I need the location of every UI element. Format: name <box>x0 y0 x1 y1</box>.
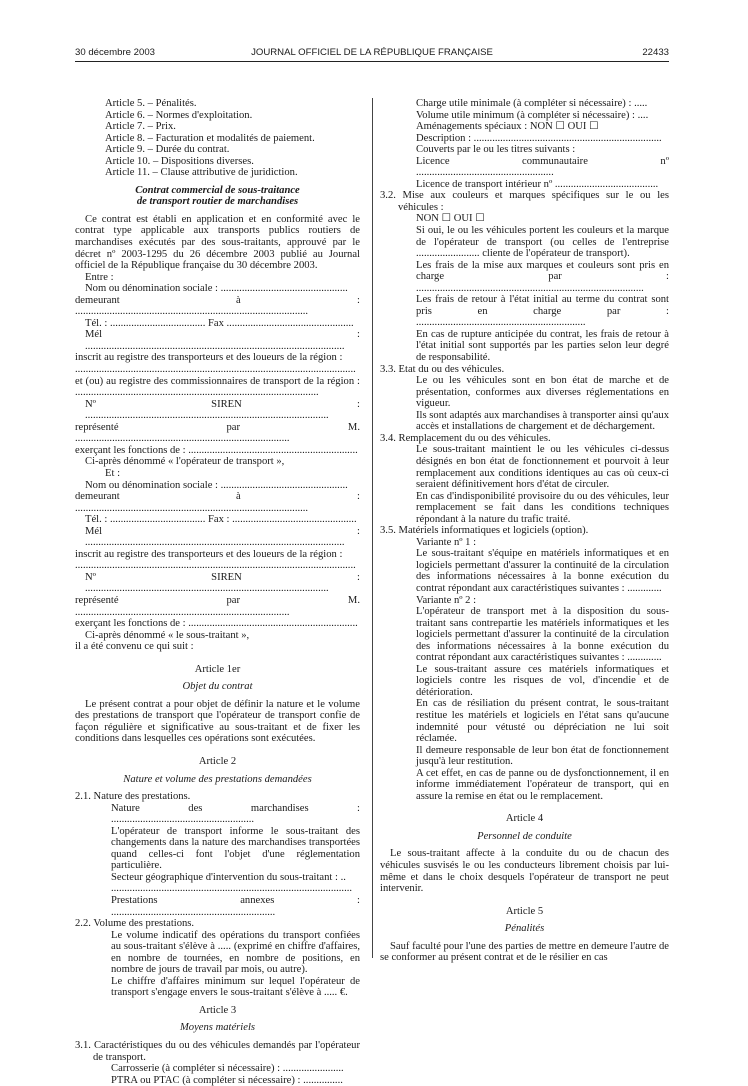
text-line: Ci-après dénommé « l'opérateur de transport », <box>85 456 285 468</box>
page-header <box>75 47 669 62</box>
text-line: Mél : .................................................................................................. <box>85 329 360 352</box>
text-line: 3.3. Etat du ou des véhicules. <box>380 363 505 375</box>
text-line: Sauf faculté pour l'une des parties de mettre en demeure l'autre de se conformer au présent contrat et de le résilier en cas <box>380 940 669 964</box>
text-line: Tél. : .................................... Fax ................................................ <box>85 317 354 329</box>
text-line: Article 5. – Pénalités. <box>105 98 197 109</box>
text-line: Article 9. – Durée du contrat. <box>105 144 230 156</box>
text-line: Nature des marchandises : ...................................................... <box>111 802 360 826</box>
column-divider <box>372 98 373 958</box>
section-heading: Article 1er <box>194 663 241 675</box>
section-heading: Article 2 <box>198 755 237 767</box>
text-line: En cas d'indisponibilité provisoire du ou des véhicules, leur remplacement se fait dans les conditions techniques répondant à la nature du trafic traité. <box>416 490 669 525</box>
text-line: Les frais de la mise aux marques et couleurs sont pris en charge par : ...................................................................................... <box>416 259 669 294</box>
text-line: 2.2. Volume des prestations. <box>75 918 195 930</box>
text-line: Il demeure responsable de leur bon état de fonctionnement jusqu'à leur restitution. <box>416 744 669 768</box>
text-line: de transport routier de marchandises <box>136 196 299 208</box>
text-line: NON ☐ OUI ☐ <box>416 213 485 225</box>
spacer <box>380 802 669 813</box>
text-line: exerçant les fonctions de : ................................................................ <box>75 618 358 630</box>
text-line: Entre : <box>85 271 114 283</box>
left-column <box>75 98 360 1086</box>
text-line: Nº SIREN : ............................................................................................ <box>85 571 360 595</box>
text-line: Ils sont adaptés aux marchandises à transporter ainsi qu'aux accès et installations de chargement et de déchargement. <box>416 409 669 433</box>
text-line: Aménagements spéciaux : NON ☐ OUI ☐ <box>416 121 599 133</box>
section-heading: Nature et volume des prestations demandées <box>123 773 312 785</box>
text-line: Ce contrat est établi en application et en conformité avec le contrat type applicable aux transports publics routiers de marchandises exécutés par des sous-traitants, approuvé par le décret nº 2003-1295 du 26 décembre 2003 publié au Journal officiel de la République française du 30 décembre 2003. <box>75 213 360 272</box>
spacer <box>75 745 360 756</box>
spacer <box>75 653 360 664</box>
text-line: Le sous-traitant affecte à la conduite du ou de chacun des véhicules susvisés le ou les conducteurs librement choisis par lui-même et dans le choix desquels l'opérateur de transport ne peut intervenir. <box>380 848 669 895</box>
text-line: Nº SIREN : ............................................................................................ <box>85 398 360 422</box>
text-line: 3.1. Caractéristiques du ou des véhicules demandés par l'opérateur de transport. <box>75 1040 360 1063</box>
section-heading: Pénalités <box>504 923 545 935</box>
text-line: Le sous-traitant assure ces matériels informatiques et logiciels contre les risques de vol, d'incendie et de détérioration. <box>416 663 669 698</box>
text-line: Article 11. – Clause attributive de juridiction. <box>105 167 298 179</box>
section-heading: Article 5 <box>505 905 544 917</box>
text-line: Le sous-traitant s'équipe en matériels informatiques et en logiciels permettant d'assurer la continuité de la circulation des informations nécessaires à la bonne exécution du contrat répondant aux caractéristiques suivantes : ............. <box>416 548 669 594</box>
section-heading: Article 4 <box>505 813 544 825</box>
text-line: Les frais de retour à l'état initial au terme du contrat sont pris en charge par : ................................................................ <box>416 294 669 329</box>
section-heading: Article 3 <box>198 1004 237 1016</box>
text-line: 2.1. Nature des prestations. <box>75 791 191 803</box>
text-line: demeurant à : ........................................................................................ <box>75 491 360 514</box>
text-line: 3.4. Remplacement du ou des véhicules. <box>380 432 551 444</box>
text-line: Licence de transport intérieur nº ....................................... <box>416 178 659 190</box>
text-line: Article 7. – Prix. <box>105 121 176 133</box>
text-line: Variante nº 1 : <box>416 536 477 548</box>
text-line: Carrosserie (à compléter si nécessaire) : ....................... <box>111 1063 344 1075</box>
text-line: L'opérateur de transport met à la disposition du sous-traitant sans contrepartie les matériels informatiques et les logiciels permettant d'assurer la continuité de la circulation des informations nécessaires à la bonne exécution du contrat répondant aux caractéristiques suivantes : ............. <box>416 606 669 664</box>
text-line: A cet effet, en cas de panne ou de dysfonctionnement, il en informe immédiatement l'opérateur de transport, qui en assure la remise en état ou le remplacement. <box>416 767 669 802</box>
text-line: Le volume indicatif des opérations du transport confiées au sous-traitant s'élève à ..... (exprimé en chiffre d'affaires, en nombre de tournées, en nombre de positions, en nombre de jours de travail par mois, ou autre). <box>111 929 360 976</box>
header-page-number: 22433 <box>642 47 669 58</box>
text-line: Si oui, le ou les véhicules portent les couleurs et la marque de l'opérateur de transport (ou celles de l'entreprise ........................ cliente de l'opérateur de transport). <box>416 225 669 260</box>
text-line: En cas de rupture anticipée du contrat, les frais de retour à l'état initial sont supportés par les parties selon leur degré de responsabilité. <box>416 328 669 364</box>
text-line: Le ou les véhicules sont en bon état de marche et de présentation, conformes aux diverses réglementations en vigueur. <box>416 375 669 410</box>
text-line: Contrat commercial de sous-traitance <box>135 184 300 196</box>
text-line: Article 8. – Facturation et modalités de paiement. <box>105 132 315 144</box>
text-line: Le présent contrat a pour objet de définir la nature et le volume des prestations de transport que l'opérateur de transport confie de façon régulière et significative au sous-traitant et de fixer les conditions dans lesquelles ces opérations sont exécutées. <box>75 698 360 745</box>
text-line: L'opérateur de transport informe le sous-traitant des changements dans la nature des marchandises transportées quand celles-ci font l'objet d'une réglementation particulière. <box>111 825 360 872</box>
text-line: il a été convenu ce qui suit : <box>75 641 194 653</box>
text-line: Nom ou dénomination sociale : ................................................ <box>85 283 348 295</box>
text-line: PTRA ou PTAC (à compléter si nécessaire) : ............... <box>111 1074 343 1086</box>
text-line: Nom ou dénomination sociale : ................................................ <box>85 479 348 491</box>
text-line: et (ou) au registre des commissionnaires de transport de la région : ............................................................................................ <box>75 375 360 399</box>
text-line: Volume utile minimum (à compléter si nécessaire) : .... <box>416 109 649 121</box>
spacer <box>380 895 669 906</box>
header-journal-title: JOURNAL OFFICIEL DE LA RÉPUBLIQUE FRANÇAISE <box>251 47 493 58</box>
text-line: représenté par M. ................................................................................. <box>75 421 360 445</box>
section-heading: Personnel de conduite <box>477 830 572 842</box>
text-line: exerçant les fonctions de : ................................................................ <box>75 444 358 456</box>
text-line: demeurant à : ........................................................................................ <box>75 294 360 318</box>
text-line: En cas de résiliation du présent contrat, le sous-traitant restitue les matériels et logiciels en l'état sans qu'aucune indemnité pour vétusté ou dépréciation ne lui soit réclamée. <box>416 698 669 745</box>
text-line: Variante nº 2 : <box>416 594 477 606</box>
text-line: Description : ....................................................................... <box>416 132 662 144</box>
text-line: Le sous-traitant maintient le ou les véhicules ci-dessus désignés en bon état de fonctionnement et pourvoit à leur remplacement aux conditions identiques au cas où ceux-ci seraient définitivement hors d'état de circuler. <box>416 444 669 491</box>
text-line: Article 6. – Normes d'exploitation. <box>105 109 253 121</box>
right-column <box>380 98 669 964</box>
text-line: Licence communautaire nº .................................................... <box>416 155 669 179</box>
text-line: .......................................................................................................... <box>75 364 356 376</box>
text-line: Secteur géographique d'intervention du sous-traitant : .. <box>111 871 346 883</box>
text-line: Le chiffre d'affaires minimum sur lequel l'opérateur de transport s'engage envers le sous-traitant s'élève à ..... €. <box>111 975 360 999</box>
text-line: Ci-après dénommé « le sous-traitant », <box>85 629 250 641</box>
header-date: 30 décembre 2003 <box>75 47 156 58</box>
section-heading: Moyens matériels <box>179 1022 256 1034</box>
text-line: représenté par M. ................................................................................. <box>75 594 360 618</box>
text-line: Prestations annexes : .............................................................. <box>111 895 360 918</box>
text-line: Et : <box>105 467 121 479</box>
text-line: 3.5. Matériels informatiques et logiciels (option). <box>380 525 589 537</box>
text-line: Charge utile minimale (à compléter si nécessaire) : ..... <box>416 98 648 109</box>
text-line: 3.2. Mise aux couleurs et marques spécifiques sur le ou les véhicules : <box>380 190 669 213</box>
text-line: Tél. : .................................... Fax : ............................................... <box>85 514 357 526</box>
text-line: inscrit au registre des transporteurs et des loueurs de la région : <box>75 352 343 364</box>
section-heading: Objet du contrat <box>182 681 253 693</box>
text-line: Mél : .................................................................................................. <box>85 525 360 549</box>
text-line: .......................................................................................................... <box>75 560 356 572</box>
text-line: ........................................................................................... <box>111 883 353 895</box>
text-line: inscrit au registre des transporteurs et des loueurs de la région : <box>75 548 343 560</box>
text-line: Couverts par le ou les titres suivants : <box>416 144 576 156</box>
text-line: Article 10. – Dispositions diverses. <box>105 155 254 167</box>
